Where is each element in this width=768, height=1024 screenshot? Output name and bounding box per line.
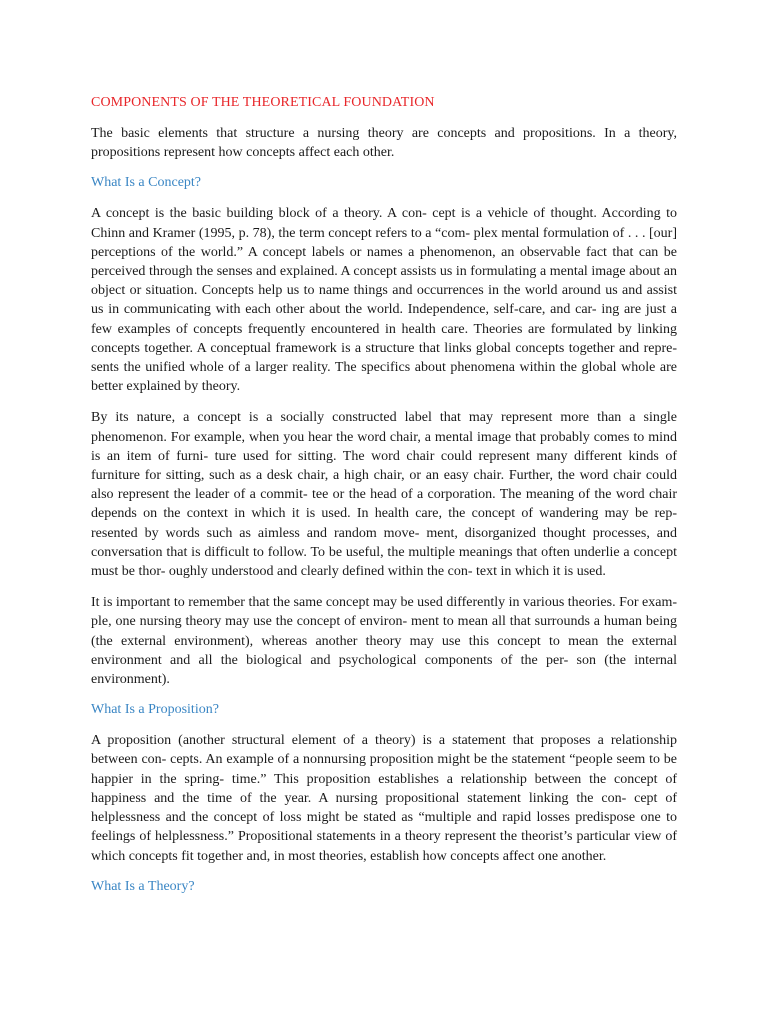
concept-paragraph-1: A concept is the basic building block of a theory. A con- cept is a vehicle of thought. According to Chinn and Kramer (1995, p. 78), the term concept refers to a “com- plex mental formulation of . . . [our] perceptions of the world.” A concept labels or names a phenomenon, an observable fact that can be perceived through the senses and explained. A concept assists us in formulating a mental image about an object or situation. Concepts help us to name things and occurrences in the world around us and assist us in communicating with each other about the world. Independence, self-care, and car- ing are just a few examples of concepts frequently encountered in health care. Theories are formulated by linking concepts together. A conceptual framework is a structure that links global concepts together and repre- sents the unified whole of a larger reality. The specifics about phenomena within the global whole are better explained by theory. [91,206,677,395]
section-heading-theory: What Is a Theory? [91,878,195,894]
concept-paragraph-2: By its nature, a concept is a socially constructed label that may represent more than a single phenomenon. For example, when you hear the word chair, a mental image that probably comes to mind is an item of furni- ture used for sitting. The word chair could represent many different kinds of furniture for sitting, such as a desk chair, a high chair, or an easy chair. Further, the word chair could also represent the leader of a commit- tee or the head of a corporation. The meaning of the word chair depends on the context in which it is used. In health care, the concept of wandering may be rep- resented by words such as aimless and random move- ment, disorganized thought processes, and conversation that is difficult to follow. To be useful, the multiple meanings that often underlie a concept must be thor- oughly understood and clearly defined within the con- text in which it is used. [91,410,677,580]
intro-paragraph: The basic elements that structure a nursing theory are concepts and propositions. In a theory, propositions represent how concepts affect each other. [91,126,677,161]
concept-paragraph-3: It is important to remember that the same concept may be used differently in various theories. For exam- ple, one nursing theory may use the concept of environ- ment to mean all that surrounds a human being (the external environment), whereas another theory may use this concept to mean the external environment and all the biological and psychological components of the per- son (the internal environment). [91,595,678,688]
document-title: COMPONENTS OF THE THEORETICAL FOUNDATION [91,95,435,110]
section-heading-proposition: What Is a Proposition? [91,702,219,718]
proposition-paragraph-1: A proposition (another structural element of a theory) is a statement that proposes a relationship between con- cepts. An example of a nonnursing proposition might be the statement “people seem to be happier in the spring- time.” This proposition establishes a relationship between the concept of happiness and the time of the year. A nursing propositional statement linking the con- cept of helplessness and the concept of loss might be stated as “multiple and rapid losses predispose one to feelings of helplessness.” Propositional statements in a theory represent the theorist’s particular view of which concepts fit together and, in most theories, establish how concepts affect one another. [91,733,677,864]
section-heading-concept: What Is a Concept? [91,175,202,191]
document-page [91,94,677,908]
